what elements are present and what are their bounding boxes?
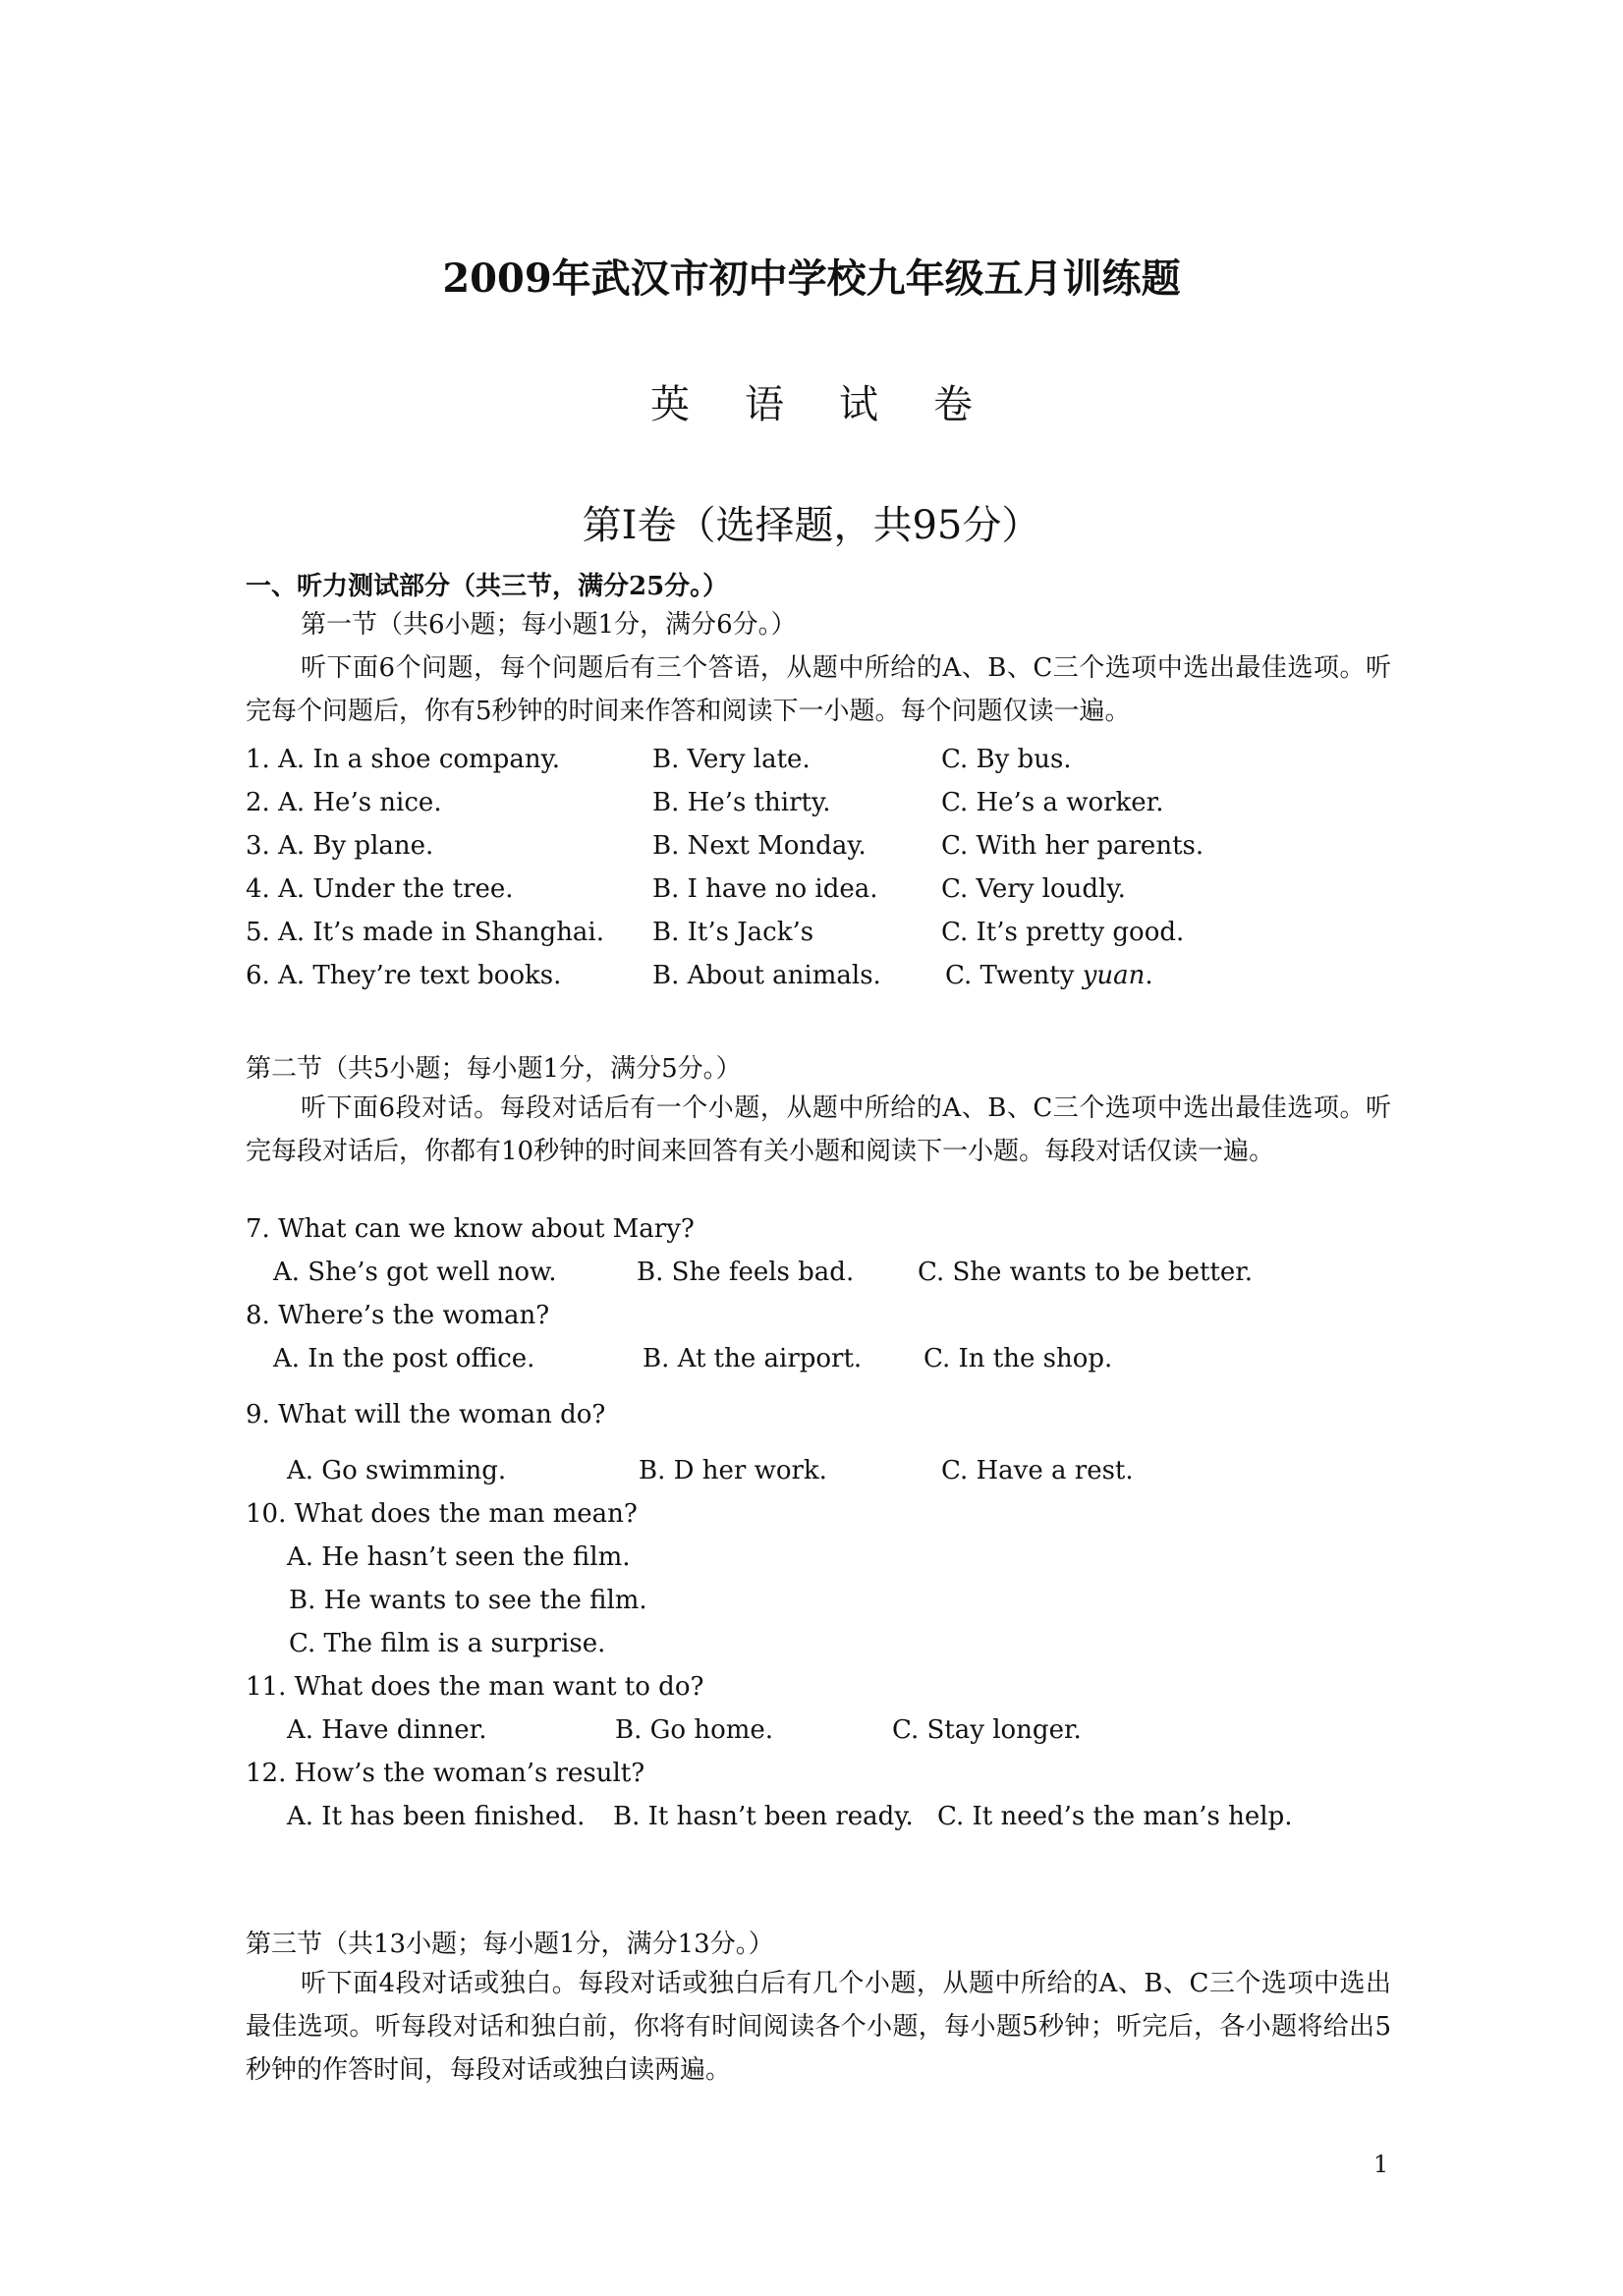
volume-title: 第I卷（选择题，共95分） — [582, 503, 1041, 548]
option-b: B. Very late. — [652, 745, 811, 774]
option-b: B. I have no idea. — [652, 874, 878, 904]
question-stem: 12. How’s the woman’s result? — [246, 1759, 645, 1788]
question-stem: 9. What will the woman do? — [246, 1400, 606, 1429]
option-c-italic: yuan — [1082, 961, 1146, 990]
option-c-text: C. Twenty — [945, 961, 1083, 990]
option-a: A. She’s got well now. — [273, 1258, 557, 1287]
part1-instructions: 听下面6个问题，每个问题后有三个答语，从题中所给的A、B、C三个选项中选出最佳选项。听完每个问题后，你有5秒钟的时间来作答和阅读下一小题。每个问题仅读一遍。 — [246, 653, 1391, 726]
question-stem: 11. What does the man want to do? — [246, 1672, 704, 1702]
option-a: 6. A. They’re text books. — [246, 961, 562, 990]
option-c: C. Have a rest. — [941, 1456, 1134, 1485]
part3-heading: 第三节（共13小题；每小题1分，满分13分。） — [246, 1930, 774, 1959]
part1-heading: 第一节（共6小题；每小题1分，满分6分。） — [301, 610, 797, 640]
option-c: C. Very loudly. — [941, 874, 1126, 904]
question-stem: 10. What does the man mean? — [246, 1499, 638, 1529]
option-a: 1. A. In a shoe company. — [246, 745, 561, 774]
option-b: B. He’s thirty. — [652, 788, 831, 817]
part3-instructions: 听下面4段对话或独白。每段对话或独白后有几个小题，从题中所给的A、B、C三个选项中选出最佳选项。听每段对话和独白前，你将有时间阅读各个小题，每小题5秒钟；听完后，各小题将给出5秒钟的作答时间，每段对话或独白读两遍。 — [246, 1969, 1391, 2085]
option-a: 2. A. He’s nice. — [246, 788, 442, 817]
option-a: 3. A. By plane. — [246, 831, 434, 861]
option-b: B. He wants to see the film. — [289, 1586, 647, 1615]
option-c: C. It need’s the man’s help. — [937, 1802, 1293, 1831]
option-b: B. It hasn’t been ready. — [613, 1802, 914, 1831]
page-title: 2009年武汉市初中学校九年级五月训练题 — [442, 255, 1181, 302]
option-c: C. With her parents. — [941, 831, 1204, 861]
part2-heading: 第二节（共5小题；每小题1分，满分5分。） — [246, 1054, 742, 1084]
option-c: C. It’s pretty good. — [941, 918, 1185, 947]
option-c: C. Stay longer. — [892, 1715, 1082, 1745]
option-a: A. He hasn’t seen the film. — [287, 1542, 631, 1572]
option-a: 4. A. Under the tree. — [246, 874, 514, 904]
question-stem: 8. Where’s the woman? — [246, 1301, 550, 1330]
option-b: B. About animals. — [652, 961, 881, 990]
part2-instructions: 听下面6段对话。每段对话后有一个小题，从题中所给的A、B、C三个选项中选出最佳选项。听完每段对话后，你都有10秒钟的时间来回答有关小题和阅读下一小题。每段对话仅读一遍。 — [246, 1093, 1391, 1166]
option-b: B. Next Monday. — [652, 831, 867, 861]
option-c: C. He’s a worker. — [941, 788, 1164, 817]
subject-title: 英语试卷 — [650, 382, 1028, 427]
option-c: C. By bus. — [941, 745, 1072, 774]
option-a: A. Go swimming. — [287, 1456, 507, 1485]
page-number: 1 — [1373, 2151, 1389, 2178]
option-c — [945, 958, 1153, 993]
option-a: 5. A. It’s made in Shanghai. — [246, 918, 605, 947]
option-a: A. It has been finished. — [287, 1802, 586, 1831]
option-b: B. She feels bad. — [637, 1258, 855, 1287]
option-b: B. At the airport. — [643, 1344, 863, 1373]
section-heading: 一、听力测试部分（共三节，满分25分。） — [246, 572, 729, 601]
option-c: C. She wants to be better. — [918, 1258, 1254, 1287]
question-stem: 7. What can we know about Mary? — [246, 1214, 695, 1244]
option-b: B. Go home. — [615, 1715, 774, 1745]
option-c: C. The film is a surprise. — [289, 1629, 606, 1658]
option-c-end: . — [1145, 961, 1153, 990]
option-b: B. D her work. — [639, 1456, 827, 1485]
option-a: A. Have dinner. — [287, 1715, 487, 1745]
option-b: B. It’s Jack’s — [652, 918, 814, 947]
option-c: C. In the shop. — [923, 1344, 1113, 1373]
option-a: A. In the post office. — [273, 1344, 535, 1373]
